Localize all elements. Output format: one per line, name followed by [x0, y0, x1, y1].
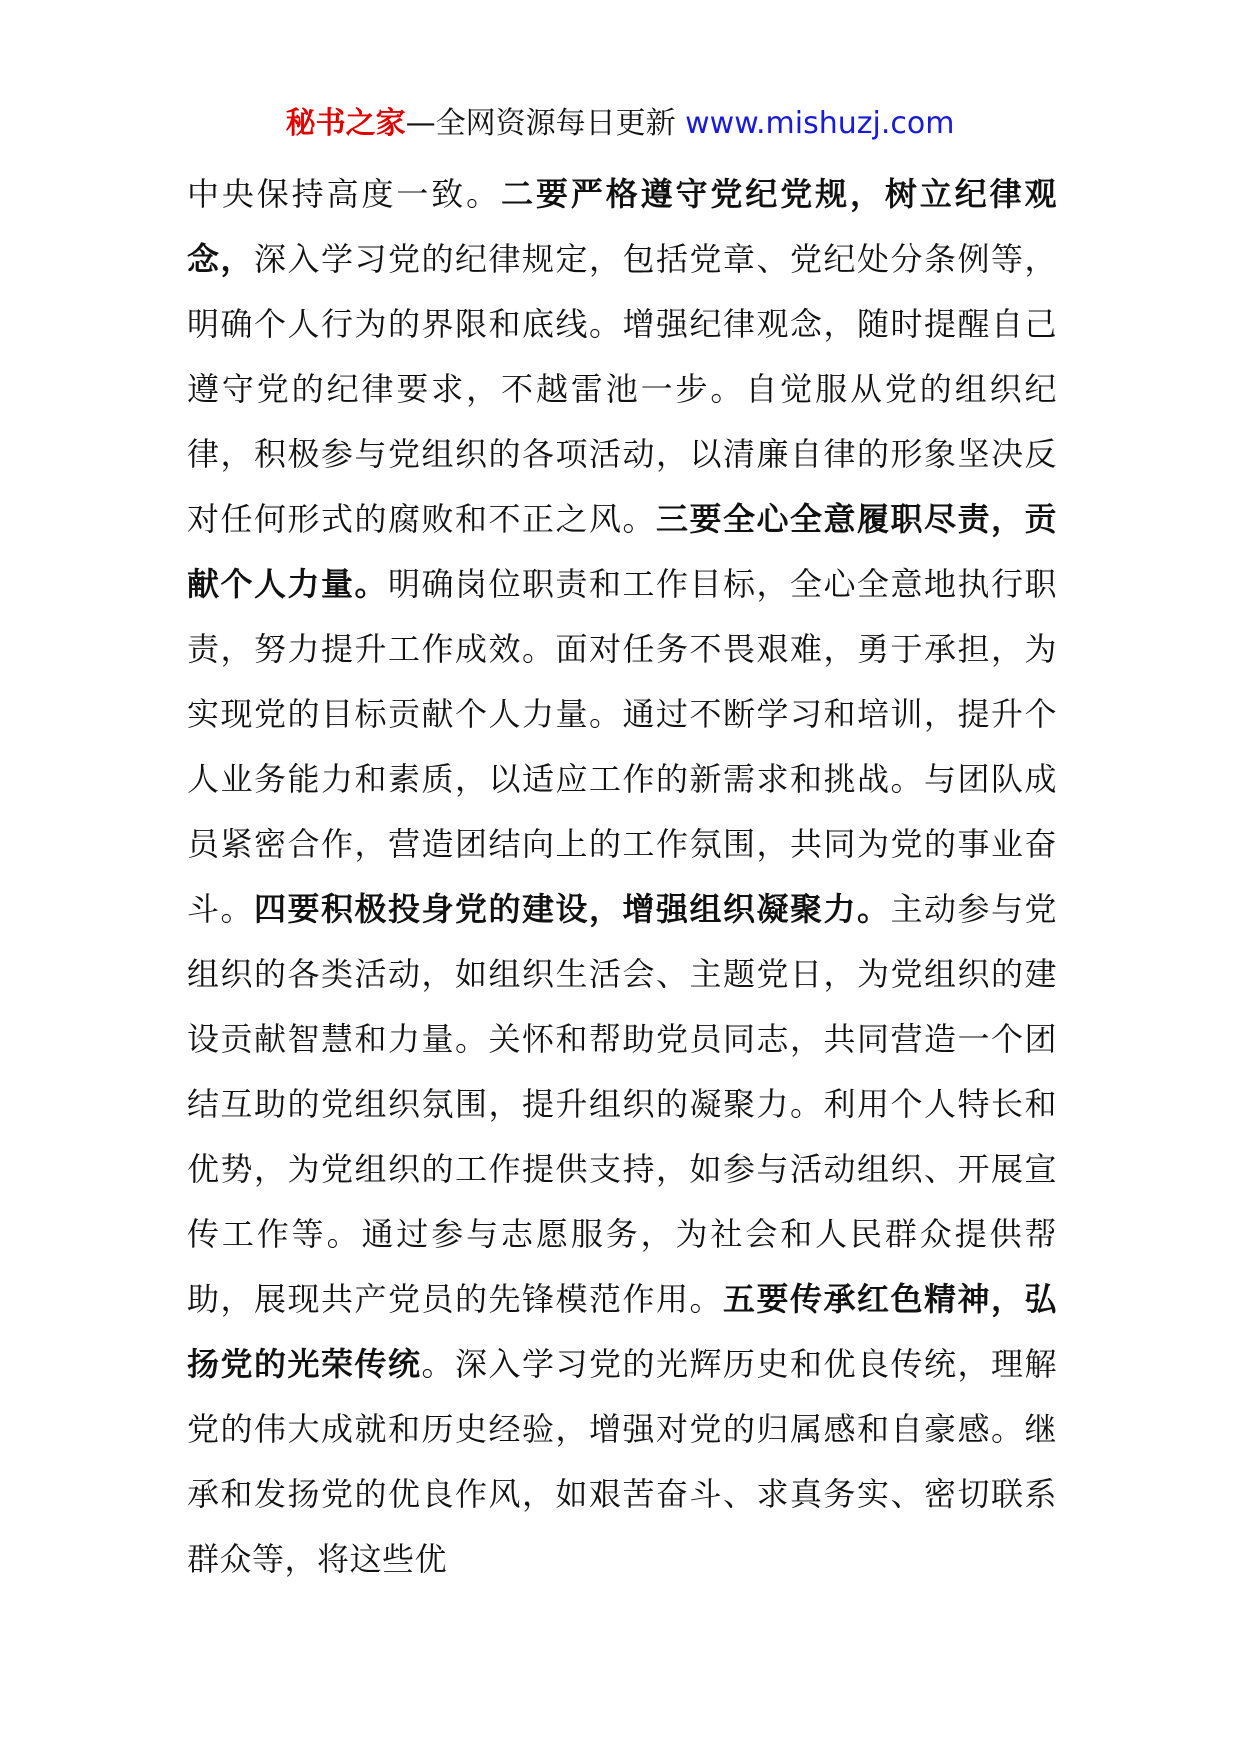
paragraph-text-3: 明确岗位职责和工作目标，全心全意地执行职责，努力提升工作成效。面对任务不畏艰难，勇于承担，为实现党的目标贡献个人力量。通过不断学习和培训，提升个人业务能力和素质，以适应工作的新需求和挑战。与团队成员紧密合作，营造团结向上的工作氛围，共同为党的事业奋斗。 [187, 565, 1057, 928]
page-header [0, 104, 1240, 144]
document-body [187, 162, 1057, 1592]
section-heading-5: 五要传承红色精神，弘扬党的光荣传统 [187, 1280, 1057, 1383]
section-heading-3: 三要全心全意履职尽责，贡献个人力量。 [187, 500, 1057, 603]
site-url-link[interactable]: www.mishuzj.com [685, 106, 955, 141]
paragraph-text-2: 深入学习党的纪律规定，包括党章、党纪处分条例等，明确个人行为的界限和底线。增强纪律观念，随时提醒自己遵守党的纪律要求，不越雷池一步。自觉服从党的组织纪律，积极参与党组织的各项活动，以清廉自律的形象坚决反对任何形式的腐败和不正之风。 [187, 240, 1057, 538]
paragraph-text-1: 中央保持高度一致。 [187, 175, 502, 213]
brand-name: 秘书之家 [285, 106, 406, 141]
section-heading-2: 二要严格遵守党纪党规，树立纪律观念， [187, 175, 1057, 278]
paragraph-text-4: 主动参与党组织的各类活动，如组织生活会、主题党日，为党组织的建设贡献智慧和力量。关怀和帮助党员同志，共同营造一个团结互助的党组织氛围，提升组织的凝聚力。利用个人特长和优势，为党组织的工作提供支持，如参与活动组织、开展宣传工作等。通过参与志愿服务，为社会和人民群众提供帮助，展现共产党员的先锋模范作用。 [187, 890, 1057, 1318]
header-tagline: —全网资源每日更新 [405, 106, 676, 141]
section-heading-4: 四要积极投身党的建设，增强组织凝聚力。 [254, 890, 891, 928]
paragraph-text-5: 。深入学习党的光辉历史和优良传统，理解党的伟大成就和历史经验，增强对党的归属感和自豪感。继承和发扬党的优良作风，如艰苦奋斗、求真务实、密切联系群众等，将这些优 [187, 1345, 1057, 1578]
